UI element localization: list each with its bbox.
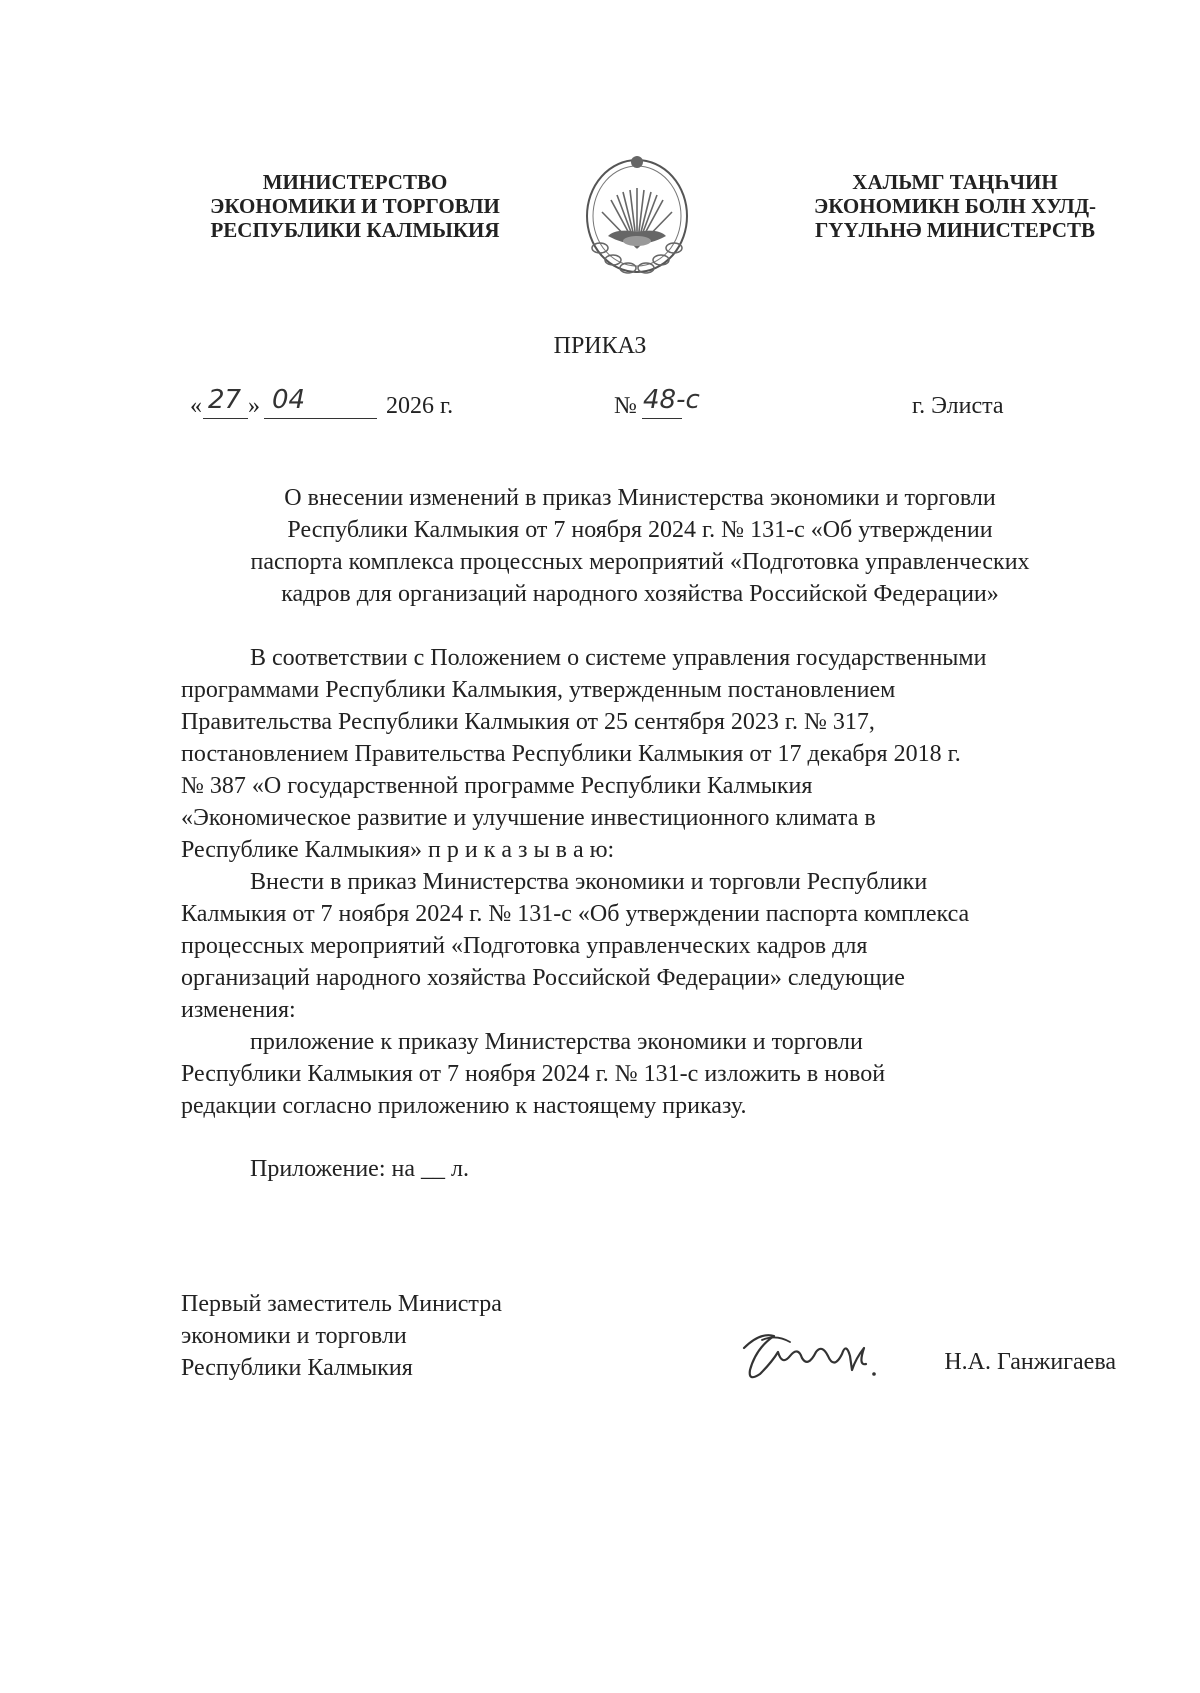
day-underline: [203, 418, 248, 419]
preamble-paragraph: [181, 642, 1101, 866]
order-number-prefix: №: [614, 393, 637, 419]
paragraph-line: № 387 «О государственной программе Республики Калмыкия: [181, 773, 813, 799]
ministry-name-russian: [195, 170, 515, 242]
directive-paragraph: [181, 866, 1101, 1026]
subject-line: Республики Калмыкия от 7 ноября 2024 г. № 131-с «Об утверждении: [287, 517, 993, 543]
position-line: Первый заместитель Министра: [181, 1291, 502, 1317]
ministry-name-line: ХАЛЬМГ ТАҢҺЧИН: [852, 170, 1058, 194]
signatory-name: Н.А. Ганжигаева: [944, 1349, 1116, 1375]
date-number-row: [0, 385, 1200, 430]
subject-line: О внесении изменений в приказ Министерства экономики и торговли: [284, 485, 996, 511]
subject-line: кадров для организаций народного хозяйства Российской Федерации»: [281, 581, 999, 607]
paragraph-line: Внести в приказ Министерства экономики и торговли Республики: [250, 869, 928, 895]
prikazyvayu: п р и к а з ы в а ю:: [428, 837, 615, 863]
paragraph-line: процессных мероприятий «Подготовка управленческих кадров для: [181, 933, 868, 959]
order-subject: [180, 482, 1100, 610]
paragraph-last-line: [181, 834, 1101, 866]
paragraph-line: программами Республики Калмыкия, утвержденным постановлением: [181, 677, 896, 703]
paragraph-line: редакции согласно приложению к настоящему приказу.: [181, 1093, 747, 1119]
amendment-paragraph: [181, 1026, 1101, 1122]
ministry-name-line: ЭКОНОМИКИ И ТОРГОВЛИ: [210, 194, 500, 218]
date-day: 27: [208, 385, 242, 415]
date-month: 04: [272, 385, 306, 415]
ministry-name-kalmyk: [790, 170, 1120, 242]
order-number: 48-с: [643, 385, 700, 415]
paragraph-line: В соответствии с Положением о системе управления государственными: [250, 645, 987, 671]
paragraph-line: организаций народного хозяйства Российской Федерации» следующие: [181, 965, 905, 991]
handwritten-signature: [738, 1318, 883, 1390]
position-line: экономики и торговли: [181, 1323, 407, 1349]
subject-line: паспорта комплекса процессных мероприятий «Подготовка управленческих: [250, 549, 1030, 575]
date-close-quote: »: [248, 393, 260, 419]
month-underline: [264, 418, 377, 419]
paragraph-line: Правительства Республики Калмыкия от 25 сентября 2023 г. № 317,: [181, 709, 875, 735]
paragraph-line-text: Республике Калмыкия»: [181, 837, 422, 863]
document-title: ПРИКАЗ: [553, 333, 647, 359]
date-year: 2026 г.: [386, 393, 454, 419]
paragraph-line: Калмыкия от 7 ноября 2024 г. № 131-с «Об утверждении паспорта комплекса: [181, 901, 970, 927]
paragraph-line: Республики Калмыкия от 7 ноября 2024 г. № 131-с изложить в новой: [181, 1061, 886, 1087]
kalmykia-emblem-icon: [578, 148, 696, 280]
date-open-quote: «: [190, 393, 202, 419]
paragraph-line: постановлением Правительства Республики Калмыкия от 17 декабря 2018 г.: [181, 741, 961, 767]
number-underline: [642, 418, 682, 419]
ministry-name-line: ГҮҮЛҺНӘ МИНИСТЕРСТВ: [814, 218, 1096, 242]
signatory-position: [181, 1288, 601, 1384]
ministry-name-line: РЕСПУБЛИКИ КАЛМЫКИЯ: [210, 218, 500, 242]
paragraph-line: «Экономическое развитие и улучшение инвестиционного климата в: [181, 805, 876, 831]
position-line: Республики Калмыкия: [181, 1355, 413, 1381]
attachment-note: Приложение: на __ л.: [250, 1156, 469, 1182]
paragraph-line: приложение к приказу Министерства экономики и торговли: [250, 1029, 863, 1055]
paragraph-line: изменения:: [181, 997, 296, 1023]
ministry-name-line: ЭКОНОМИКН БОЛН ХУЛД-: [813, 194, 1097, 218]
ministry-name-line: МИНИСТЕРСТВО: [262, 170, 448, 194]
city: г. Элиста: [912, 393, 1004, 419]
